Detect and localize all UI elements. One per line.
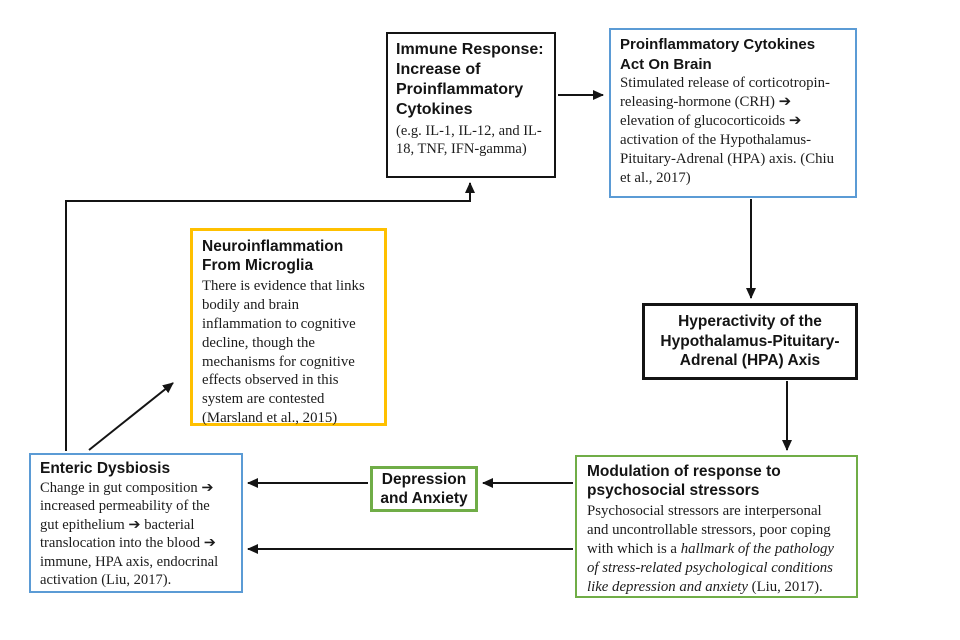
enteric-dysbiosis-title: Enteric Dysbiosis [40,460,171,477]
box-enteric-dysbiosis [29,453,243,593]
box-cytokines-act-on-brain [609,28,857,198]
enteric-dysbiosis-body: Change in gut composition ➔ increased permeability of the gut epithelium ➔ bacterial translocation into the blood ➔ immune, HPA axis, endocrinal activation (Liu, 2017). [40,479,219,589]
modulation-stressors-body [587,502,846,597]
neuroinflammation-title: Neuroinflammation From Microglia [202,238,344,275]
box-depression-anxiety [370,466,478,512]
box-neuroinflammation [190,228,387,426]
modulation-body-normal-2: (Liu, 2017). [747,578,823,595]
immune-response-body: (e.g. IL-1, IL-12, and IL-18, TNF, IFN-gamma) [396,122,542,158]
cytokines-act-on-brain-body: Stimulated release of corticotropin-releasing-hormone (CRH) ➔ elevation of glucocorticoids ➔ activation of the Hypothalamus-Pituitary-Adrenal (HPA) axis. (Chiu et al., 2017) [620,75,834,187]
box-modulation-stressors [575,455,858,598]
cytokines-act-on-brain-title: Proinflammatory Cytokines Act On Brain [620,36,816,73]
depression-anxiety-title: Depression and Anxiety [380,470,468,507]
immune-response-title: Immune Response: Increase of Proinflammatory Cytokines [396,41,544,119]
modulation-body-normal-1: Psychosocial stressors are interpersonal and uncontrollable stressors, poor coping with which is a [587,502,831,557]
modulation-body-italic: hallmark of the pathology of stress-related psychological conditions like depression and anxiety [587,540,834,595]
box-hpa-hyperactivity [642,303,858,380]
arrow-enteric-to-neuroinflammation [89,383,173,450]
modulation-stressors-title: Modulation of response to psychosocial stressors [587,463,781,500]
neuroinflammation-body: There is evidence that links bodily and brain inflammation to cognitive decline, though the mechanisms for cognitive effects observed in this system are contested (Marsland et al., 2015) [202,277,365,427]
box-immune-response [386,32,556,178]
hpa-hyperactivity-title: Hyperactivity of the Hypothalamus-Pituitary-Adrenal (HPA) Axis [660,312,840,370]
